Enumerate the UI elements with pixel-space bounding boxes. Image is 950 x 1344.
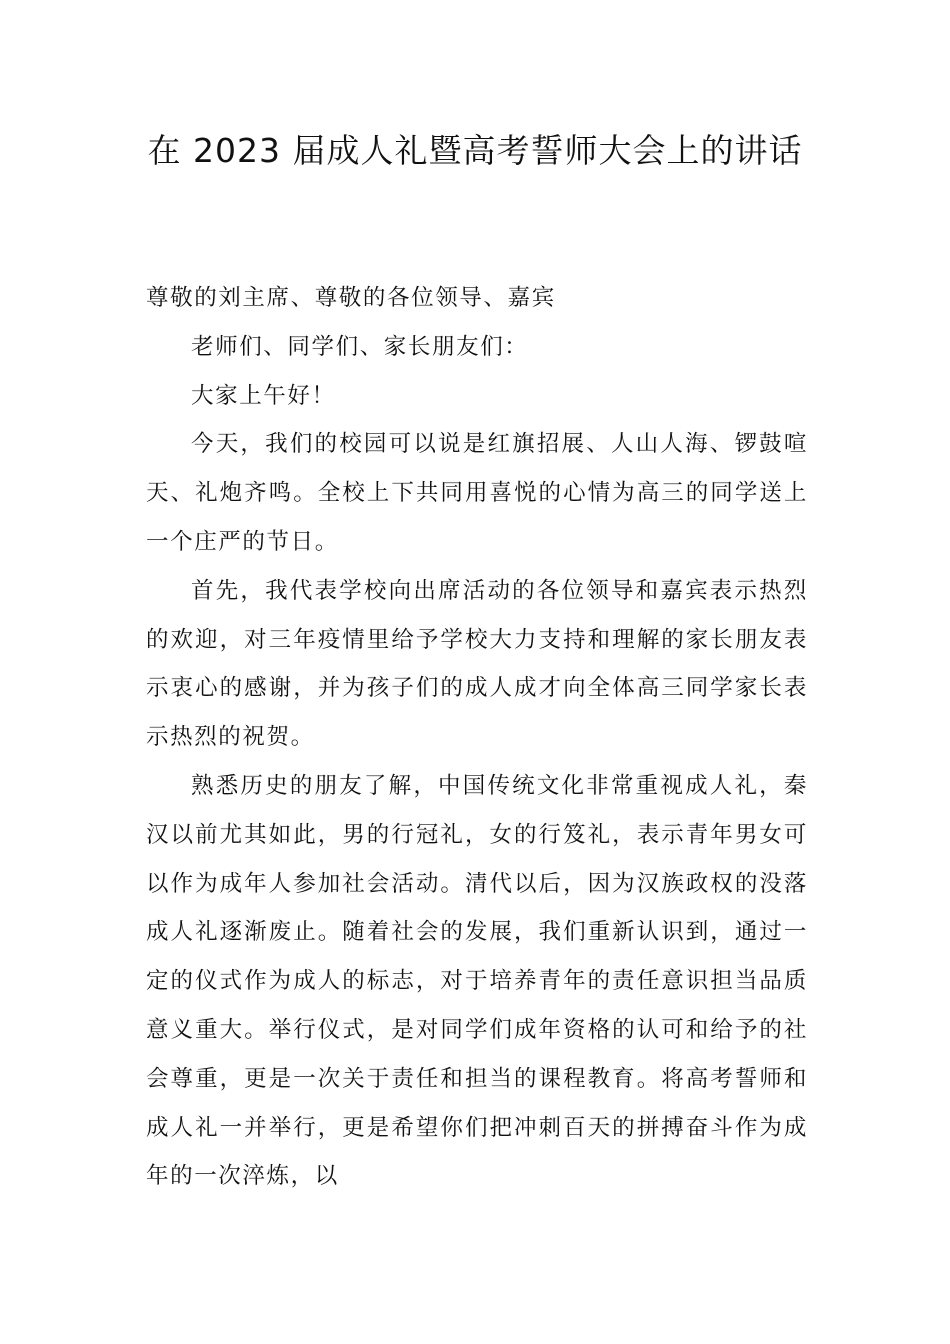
greeting-line: 大家上午好！: [191, 382, 336, 409]
salutation-line-1: 尊敬的刘主席、尊敬的各位领导、嘉宾: [146, 285, 556, 311]
document-title: 在 2023 届成人礼暨高考誓师大会上的讲话: [147, 131, 803, 170]
paragraph-welcome: 首先，我代表学校向出席活动的各位领导和嘉宾表示热烈的欢迎，对三年疫情里给予学校大力支持和理解的家长朋友表示衷心的感谢，并为孩子们的成人成才向全体高三同学家长表示热烈的祝贺。: [146, 577, 808, 751]
paragraph-history: 熟悉历史的朋友了解，中国传统文化非常重视成人礼，秦汉以前尤其如此，男的行冠礼，女的行笈礼，表示青年男女可以作为成年人参加社会活动。清代以后，因为汉族政权的没落成人礼逐渐废止。随着社会的发展，我们重新认识到，通过一定的仪式作为成人的标志，对于培养青年的责任意识担当品质意义重大。举行仪式，是对同学们成年资格的认可和给予的社会尊重，更是一次关于责任和担当的课程教育。将高考誓师和成人礼一并举行，更是希望你们把冲刺百天的拼搏奋斗作为成年的一次淬炼，以: [146, 772, 808, 1190]
salutation-line-2: 老师们、同学们、家长朋友们：: [191, 333, 529, 360]
document-body: [146, 274, 808, 1201]
paragraph-opening: 今天，我们的校园可以说是红旗招展、人山人海、锣鼓喧天、礼炮齐鸣。全校上下共同用喜悦的心情为高三的同学送上一个庄严的节日。: [146, 431, 808, 555]
